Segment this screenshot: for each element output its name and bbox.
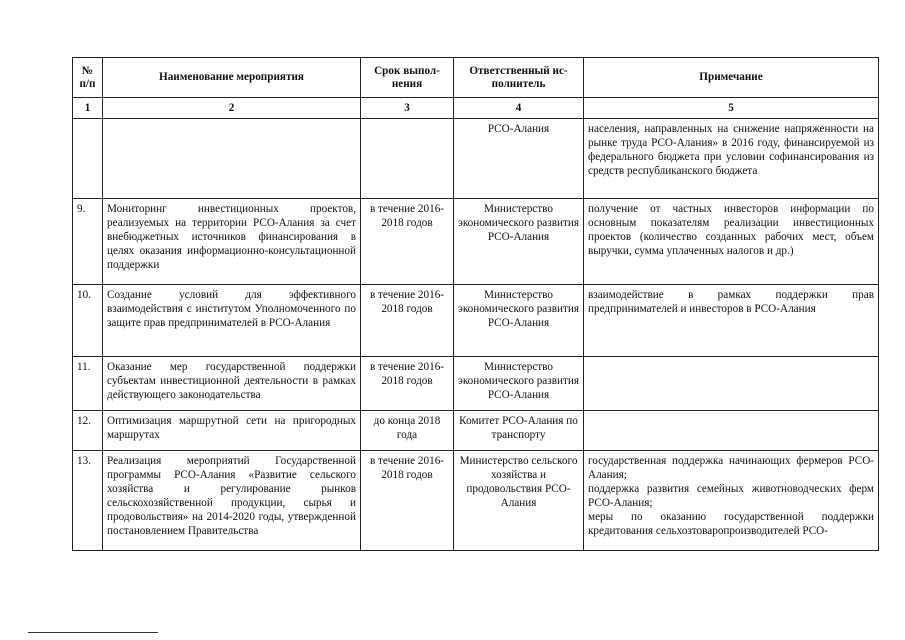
note-line: государственная поддержка начинающих фермеров РСО-Алания;	[588, 455, 874, 481]
column-number-row	[73, 98, 879, 119]
table-row	[73, 451, 879, 551]
table-row	[73, 199, 879, 285]
responsible-party: РСО-Алания	[454, 119, 584, 199]
column-number: 3	[361, 98, 454, 119]
measure-name: Реализация мероприятий Государственной программы РСО-Алания «Развитие сельского хозяйства и регулирование рынков сельскохозяйственной продукции, сырья и продовольствия» на 2014-2020 годы, утвержденной постановлением Правительства	[103, 451, 361, 551]
table-row	[73, 411, 879, 451]
table-row	[73, 285, 879, 357]
row-number	[73, 119, 103, 199]
measure-name: Мониторинг инвестиционных проектов, реализуемых на территории РСО-Алания за счет внебюджетных источников финансирования в целях оказания информационно-консультационной поддержки	[103, 199, 361, 285]
note	[584, 411, 879, 451]
table-body	[73, 119, 879, 551]
column-number: 1	[73, 98, 103, 119]
measure-name: Оказание мер государственной поддержки субъектам инвестиционной деятельности в рамках действующего законодательства	[103, 357, 361, 411]
table-row	[73, 357, 879, 411]
deadline: до конца 2018 года	[361, 411, 454, 451]
header-measure-name: Наименование мероприятия	[103, 58, 361, 98]
note-line: получение от частных инвесторов информации по основным показателям реализации инвестиционных проектов (количество созданных рабочих мест, объем выручки, сумма уплаченных налогов и др.)	[588, 203, 874, 257]
table-header-row	[73, 58, 879, 98]
header-number: № п/п	[73, 58, 103, 98]
responsible-party: Министерство сельского хозяйства и продовольствия РСО-Алания	[454, 451, 584, 551]
header-deadline: Срок выпол-нения	[361, 58, 454, 98]
deadline: в течение 2016-2018 годов	[361, 199, 454, 285]
deadline	[361, 119, 454, 199]
table-row	[73, 119, 879, 199]
deadline: в течение 2016-2018 годов	[361, 285, 454, 357]
note-line: населения, направленных на снижение напряженности на рынке труда РСО-Алания» в 2016 году, финансируемой из федерального бюджета при условии софинансирования из средств республиканского бюджета	[588, 123, 874, 177]
note	[584, 451, 879, 551]
note-line: меры по оказанию государственной поддержки кредитования сельхозтоваропроизводителей РСО-	[588, 511, 874, 537]
row-number: 9.	[73, 199, 103, 285]
row-number: 13.	[73, 451, 103, 551]
measure-name: Оптимизация маршрутной сети на пригородных маршрутах	[103, 411, 361, 451]
note-line: поддержка развития семейных животноводческих ферм РСО-Алания;	[588, 483, 874, 509]
responsible-party: Комитет РСО-Алания по транспорту	[454, 411, 584, 451]
note-line: взаимодействие в рамках поддержки прав предпринимателей и инвесторов в РСО-Алания	[588, 289, 874, 315]
header-note: Примечание	[584, 58, 879, 98]
footnote-rule	[28, 632, 158, 633]
measure-name: Создание условий для эффективного взаимодействия с институтом Уполномоченного по защите прав предпринимателей в РСО-Алания	[103, 285, 361, 357]
header-responsible: Ответственный ис-полнитель	[454, 58, 584, 98]
measures-table	[72, 57, 879, 551]
responsible-party: Министерство экономического развития РСО-Алания	[454, 199, 584, 285]
deadline: в течение 2016-2018 годов	[361, 451, 454, 551]
row-number: 11.	[73, 357, 103, 411]
responsible-party: Министерство экономического развития РСО-Алания	[454, 357, 584, 411]
row-number: 10.	[73, 285, 103, 357]
note	[584, 199, 879, 285]
column-number: 5	[584, 98, 879, 119]
column-number: 2	[103, 98, 361, 119]
note	[584, 357, 879, 411]
measure-name	[103, 119, 361, 199]
column-number: 4	[454, 98, 584, 119]
note	[584, 119, 879, 199]
responsible-party: Министерство экономического развития РСО-Алания	[454, 285, 584, 357]
note	[584, 285, 879, 357]
row-number: 12.	[73, 411, 103, 451]
deadline: в течение 2016-2018 годов	[361, 357, 454, 411]
